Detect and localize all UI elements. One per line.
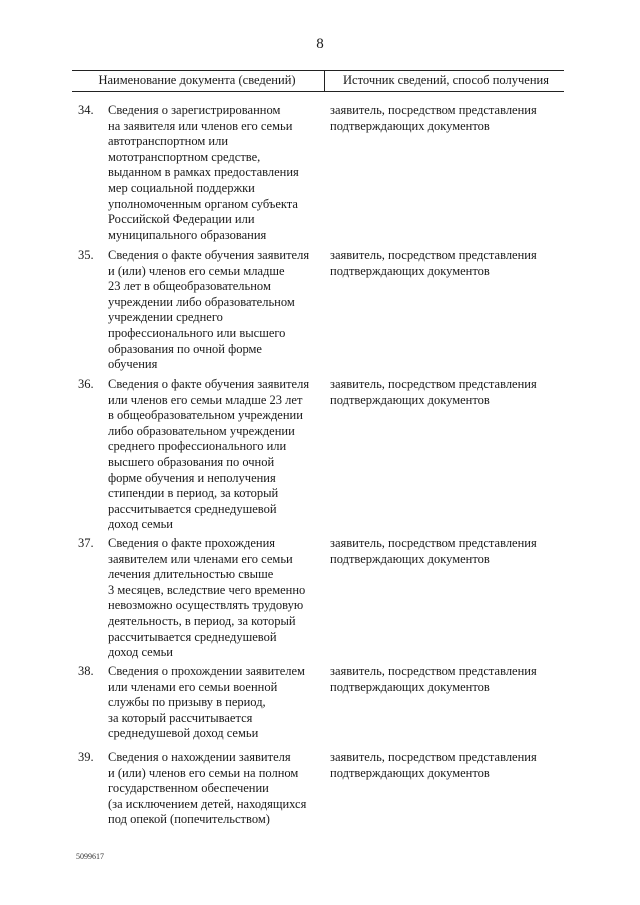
table-header — [72, 70, 564, 92]
row-document-name: Сведения о прохождении заявителем или членами его семьи военной службы по призыву в период, за который рассчитывается среднедушевой доход семьи — [108, 664, 305, 741]
row-source: заявитель, посредством представления подтверждающих документов — [330, 536, 537, 566]
row-source: заявитель, посредством представления подтверждающих документов — [330, 664, 537, 694]
header-column-divider — [324, 71, 325, 91]
row-source: заявитель, посредством представления подтверждающих документов — [330, 103, 537, 133]
document-code: 5099617 — [76, 852, 104, 861]
row-number: 39. — [78, 750, 94, 764]
header-source: Источник сведений, способ получения — [343, 73, 549, 87]
row-number: 38. — [78, 664, 94, 678]
row-source: заявитель, посредством представления подтверждающих документов — [330, 377, 537, 407]
row-number: 34. — [78, 103, 94, 117]
row-document-name: Сведения о зарегистрированном на заявителя или членов его семьи автотранспортном или мототранспортном средстве, выданном в рамках предоставления мер социальной поддержки уполномоченным органом субъекта Российской Федерации или муниципального образования — [108, 103, 299, 242]
row-document-name: Сведения о факте прохождения заявителем или членами его семьи лечения длительностью свыше 3 месяцев, вследствие чего временно невозможно осуществлять трудовую деятельность, в период, за который рассчитывается среднедушевой доход семьи — [108, 536, 306, 660]
row-document-name: Сведения о факте обучения заявителя или членов его семьи младше 23 лет в общеобразовательном учреждении либо образовательном учреждении среднего профессионального или высшего образования по очной форме обучения и неполучения стипендии в период, за который рассчитывается среднедушевой доход семьи — [108, 377, 310, 532]
header-document-name: Наименование документа (сведений) — [98, 73, 296, 87]
row-document-name: Сведения о нахождении заявителя и (или) членов его семьи на полном государственном обеспечении (за исключением детей, находящихся под опекой (попечительством) — [108, 750, 307, 827]
row-number: 36. — [78, 377, 94, 391]
row-source: заявитель, посредством представления подтверждающих документов — [330, 750, 537, 780]
row-source: заявитель, посредством представления подтверждающих документов — [330, 248, 537, 278]
row-number: 37. — [78, 536, 94, 550]
page-number: 8 — [316, 36, 324, 52]
row-number: 35. — [78, 248, 94, 262]
row-document-name: Сведения о факте обучения заявителя и (или) членов его семьи младше 23 лет в общеобразовательном учреждении либо образовательном учреждении среднего профессионального или высшего образования по очной форме обучения — [108, 248, 310, 372]
